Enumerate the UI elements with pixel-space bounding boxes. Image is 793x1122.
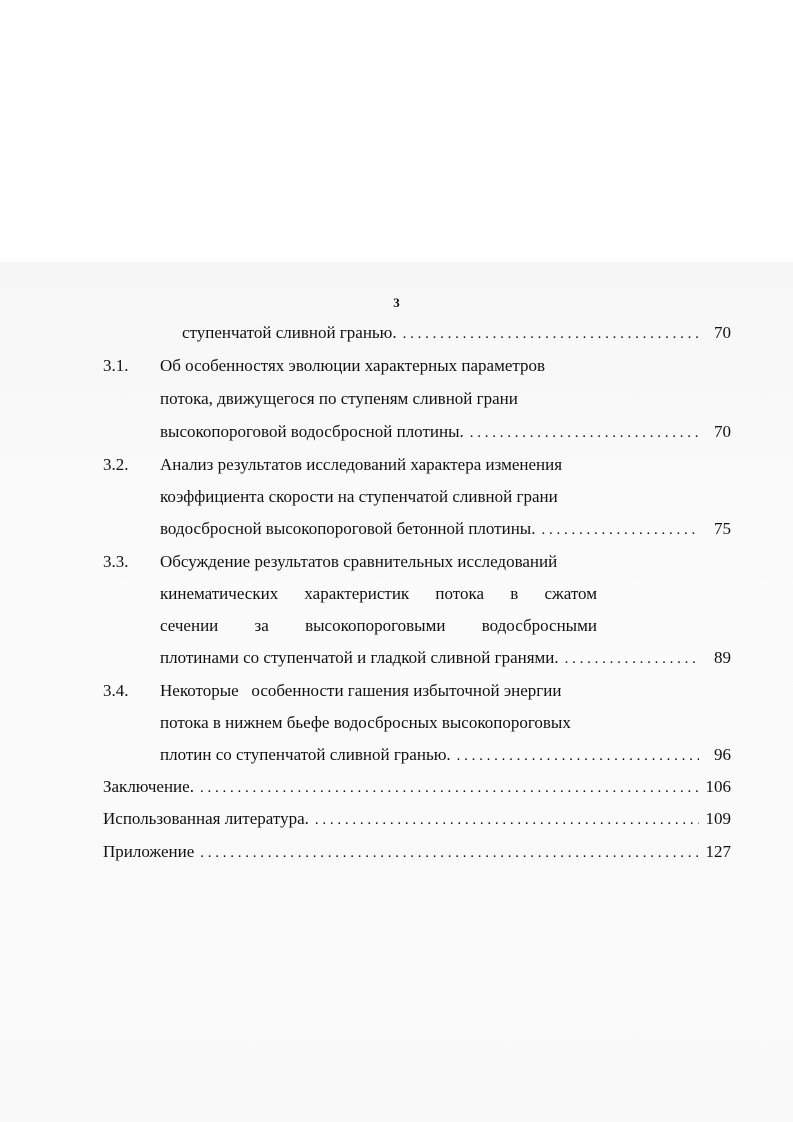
toc-entry-text: ступенчатой сливной гранью. bbox=[182, 323, 397, 342]
toc-entry-text: Использованная литература. bbox=[103, 809, 309, 828]
page-number: 3 bbox=[393, 295, 400, 310]
toc-entry-text: Заключение. bbox=[103, 777, 194, 796]
dot-leader bbox=[403, 323, 699, 345]
toc-entry-text[interactable]: Об особенностях эволюции характерных параметров bbox=[160, 356, 546, 375]
toc-page-number: 127 bbox=[705, 842, 731, 861]
toc-entry-text: потока, движущегося по ступеням сливной грани bbox=[160, 389, 518, 408]
toc-entry-literature[interactable] bbox=[103, 808, 731, 831]
toc-entry-text[interactable] bbox=[160, 583, 597, 605]
section-number: 3.3. bbox=[103, 552, 129, 571]
dot-leader bbox=[200, 777, 699, 799]
word: характеристик bbox=[304, 584, 410, 603]
toc-page-number: 89 bbox=[714, 648, 731, 667]
toc-entry-text[interactable]: потока в нижнем бьефе водосбросных высокопороговых bbox=[160, 713, 571, 732]
dot-leader bbox=[200, 842, 699, 864]
toc-page-number: 70 bbox=[714, 422, 731, 441]
toc-entry-text[interactable]: коэффициента скорости на ступенчатой сливной грани bbox=[160, 487, 558, 506]
toc-entry-text: высокопороговой водосбросной плотины. bbox=[160, 422, 464, 441]
section-number: 3.4. bbox=[103, 681, 129, 700]
word: потока bbox=[435, 584, 485, 603]
toc-entry-3-4[interactable] bbox=[160, 744, 731, 767]
word: сжатом bbox=[544, 584, 597, 603]
dot-leader bbox=[565, 648, 699, 670]
word: кинематических bbox=[160, 584, 279, 603]
dot-leader bbox=[315, 809, 699, 831]
section-number: 3.1. bbox=[103, 356, 129, 375]
toc-entry-text: плотин со ступенчатой сливной гранью. bbox=[160, 745, 451, 764]
toc-entry-text[interactable]: Анализ результатов исследований характера изменения bbox=[160, 455, 563, 474]
word: высокопороговыми bbox=[305, 616, 446, 635]
toc-entry-continued[interactable] bbox=[182, 322, 731, 345]
dot-leader bbox=[470, 422, 699, 444]
dot-leader bbox=[457, 745, 699, 767]
toc-entry-conclusion[interactable] bbox=[103, 776, 731, 799]
toc-page-number: 70 bbox=[714, 323, 731, 342]
toc-entry-3-3[interactable] bbox=[160, 647, 731, 670]
toc-page-number: 75 bbox=[714, 519, 731, 538]
toc-entry-text[interactable] bbox=[160, 615, 597, 637]
word: за bbox=[254, 616, 269, 635]
toc-entry-text: Приложение bbox=[103, 842, 195, 861]
toc-page-number: 109 bbox=[705, 809, 731, 828]
section-number: 3.2. bbox=[103, 455, 129, 474]
toc-entry-text: водосбросной высокопороговой бетонной плотины. bbox=[160, 519, 536, 538]
word: в bbox=[510, 584, 519, 603]
toc-entry-appendix[interactable] bbox=[103, 841, 731, 864]
toc-entry-text[interactable] bbox=[160, 388, 582, 410]
dot-leader bbox=[541, 519, 699, 541]
word: сечении bbox=[160, 616, 219, 635]
toc-page-number: 106 bbox=[705, 777, 731, 796]
toc-page-number: 96 bbox=[714, 745, 731, 764]
toc-entry-text[interactable]: Обсуждение результатов сравнительных исследований bbox=[160, 552, 558, 571]
toc-entry-3-1[interactable] bbox=[160, 421, 731, 444]
word: водосбросными bbox=[481, 616, 597, 635]
toc-entry-text[interactable]: Некоторые особенности гашения избыточной энергии bbox=[160, 681, 562, 700]
toc-entry-text: плотинами со ступенчатой и гладкой сливной гранями. bbox=[160, 648, 559, 667]
toc-entry-3-2[interactable] bbox=[160, 518, 731, 541]
